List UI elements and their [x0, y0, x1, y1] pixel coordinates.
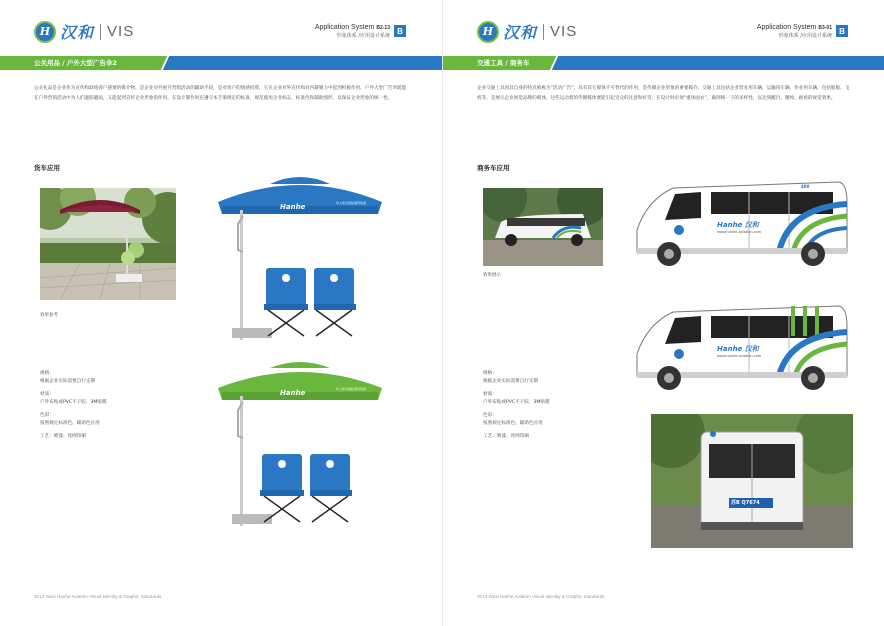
system-label	[315, 24, 390, 39]
logo-divider	[543, 24, 544, 40]
van-website-text: www.hanhe-aviation.com	[717, 230, 762, 234]
spec-color-label: 色彩：	[40, 413, 54, 418]
footer-text: 2013 Wuxi Hanhe Aviation Visual Identity & Graphic Standards	[34, 594, 162, 599]
van-brand-text-2: Hanhe 汉和	[717, 345, 759, 353]
license-plate: 苏B Q7674	[731, 500, 760, 506]
van-website-text-2: www.hanhe-aviation.com	[717, 354, 762, 358]
spec-color-label: 色彩：	[483, 413, 497, 418]
blue-umbrella-illustration	[210, 168, 390, 346]
system-subtitle: 形象体系 /应用设计系统	[778, 33, 832, 39]
spec-color-value: 按照规定标准色、辅助色应用	[40, 420, 100, 426]
specs-list	[40, 370, 107, 441]
blue-umbrella-image	[210, 168, 390, 346]
green-umbrella-image	[210, 356, 390, 532]
bar-blue-fill	[172, 56, 442, 70]
bar-blue-fill	[561, 56, 884, 70]
logo-vis-text: VIS	[107, 23, 135, 40]
spec-material-value: 户外布贴或PVC不干胶、3M贴膜	[483, 399, 550, 405]
van-brand-text: Hanhe 汉和	[717, 221, 759, 229]
section-bar-title: 交通工具 / 商务车	[443, 56, 547, 70]
spec-color-value: 按照规定标准色、辅助色应用	[483, 420, 543, 426]
hanhe-logo-icon: H	[34, 21, 56, 43]
page-code: B3-01	[818, 25, 832, 31]
subsection-title: 货车应用	[34, 164, 60, 172]
section-bar	[0, 56, 442, 70]
system-title: Application System	[756, 24, 817, 31]
umbrella-photo	[40, 188, 176, 300]
logo-chinese-name: 汉和	[60, 23, 95, 42]
spec-process-label: 工艺：	[40, 434, 54, 439]
brand-logo	[34, 20, 134, 43]
spec-material-value: 户外布贴或PVC不干胶、3M贴膜	[40, 399, 107, 405]
brand-logo	[477, 20, 577, 43]
right-page	[442, 0, 884, 626]
spec-process-value: 喷漆、丝网印刷	[53, 434, 86, 439]
section-badge: B	[394, 25, 406, 37]
footer-text: 2013 Wuxi Hanhe Aviation Visual Identity & Graphic Standards	[477, 594, 605, 599]
van-illustration-side-1	[629, 172, 851, 272]
system-label	[757, 24, 832, 39]
system-title: Application System	[314, 24, 375, 31]
bar-slash-decoration	[547, 56, 561, 70]
logo-divider	[100, 24, 101, 40]
photo-caption: 效果参考	[40, 313, 58, 318]
spec-size-label: 规格：	[40, 371, 54, 376]
spec-material-label: 材质：	[40, 392, 54, 397]
specs-list	[483, 370, 550, 441]
section-bar-title: 公关用品 / 户外大型广告伞2	[0, 56, 158, 70]
intro-paragraph: 企业交通工具因其自身的特点被称为“活动广告”，具有其它媒体不可替代的作用，是传播企业形象的重要媒介。交通工具包括企业营业用车辆、运输用车辆、作业用车辆、包括船舶、飞机等，是展示企业视觉品牌的载体。这些运动着的传播媒体要能引起受众的注意和好奇，在设计时必须“重体面衣”，做到统一下的多样性，以达到醒目、精致、耐看的视觉效果。	[477, 86, 850, 101]
umbrella-small-text: 华人航空国际通用集团	[336, 201, 367, 205]
spec-size-value: 根据企业实际需要自行定制	[483, 378, 539, 384]
hanhe-logo-icon: H	[477, 21, 499, 43]
umbrella-brand-text: Hanhe	[280, 203, 306, 211]
green-umbrella-brand-text: Hanhe	[280, 389, 306, 397]
system-subtitle: 形象体系 /应用设计系统	[336, 33, 390, 39]
green-umbrella-illustration	[210, 356, 390, 532]
van-photo-image	[483, 188, 603, 266]
van-illustration-side-2	[629, 296, 851, 396]
van-rear-image	[651, 414, 853, 548]
logo-vis-text: VIS	[550, 23, 578, 40]
page-code: B2-13	[376, 25, 390, 31]
spec-process-label: 工艺：	[483, 434, 497, 439]
intro-paragraph: 公关礼品是企业作为宣传和联络客户感情的媒介物，是企业对外展开营销活动的辅助手段，是对客户的情感投资，它在企业对外宣传和对内凝聚力中起到积极作用。户外大型广告伞既能在户外营销活动中为人们遮阳避雨，又能起到宣传企业形象的作用。在设计制作时应遵守本手册规定的标准，规范使用企业标志、标准色和辅助图形，以保证企业形象的统一性。	[34, 86, 407, 101]
subsection-title: 商务车应用	[477, 164, 510, 172]
van-phone-text: 400	[801, 184, 810, 189]
bar-slash-decoration	[158, 56, 172, 70]
section-badge: B	[836, 25, 848, 37]
spec-size-value: 根据企业实际需要自行定制	[40, 378, 96, 384]
logo-chinese-name: 汉和	[503, 23, 538, 42]
van-rear-photo	[651, 414, 853, 548]
spec-size-label: 规格：	[483, 371, 497, 376]
green-umbrella-small-text: 华人航空国际通用集团	[336, 387, 367, 391]
section-bar	[443, 56, 884, 70]
umbrella-photo-image	[40, 188, 176, 300]
spec-process-value: 喷漆、丝网印刷	[496, 434, 529, 439]
photo-caption: 效果展示	[483, 273, 501, 278]
spec-material-label: 材质：	[483, 392, 497, 397]
van-photo	[483, 188, 603, 266]
